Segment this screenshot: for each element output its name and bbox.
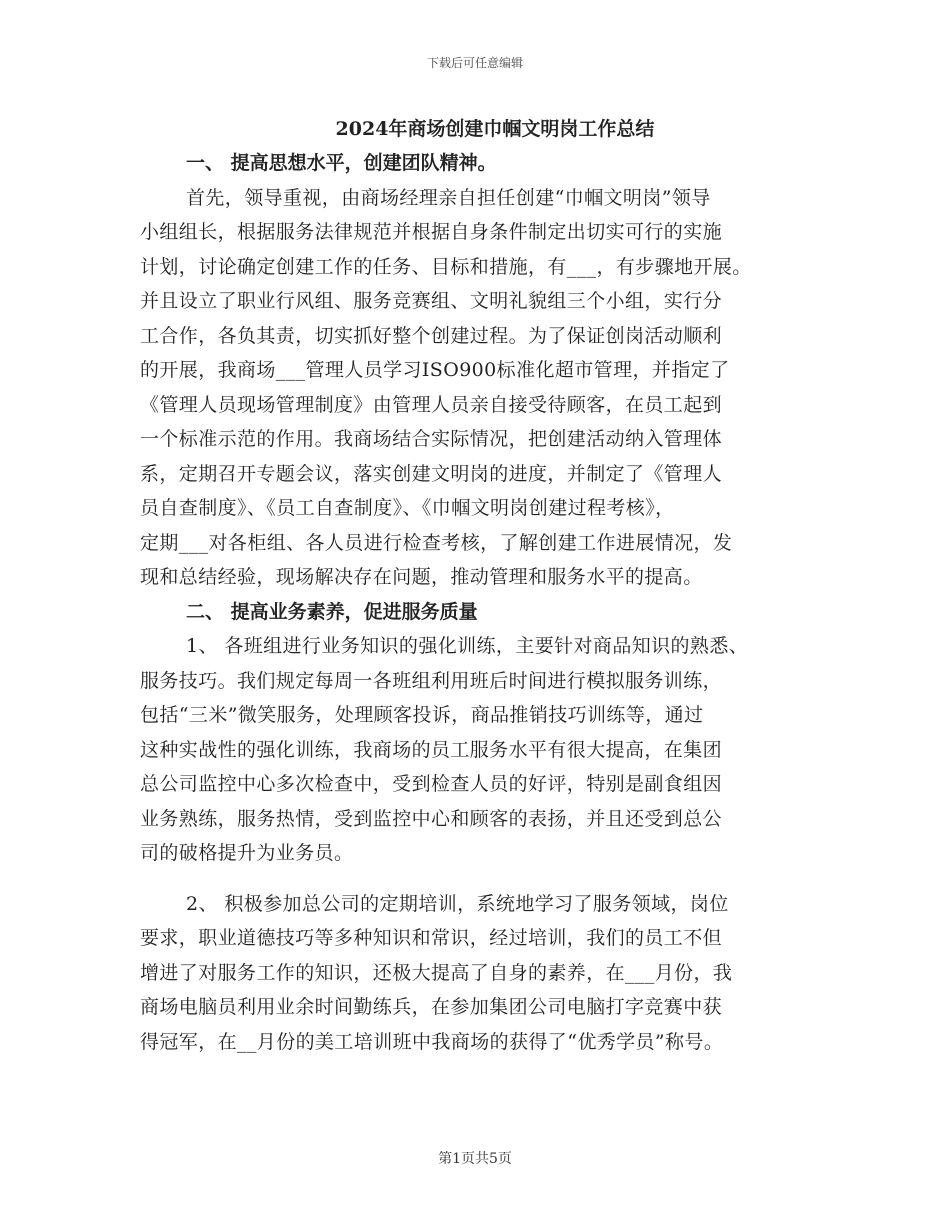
paragraph-line: 计划，讨论确定创建工作的任务、目标和措施，有___，有步骤地开展。: [140, 255, 752, 278]
paragraph-line: 现和总结经验，现场解决存在问题，推动管理和服务水平的提高。: [140, 566, 703, 588]
paragraph-line: 包括“三米”微笑服务，处理顾客投诉，商品推销技巧训练等，通过: [140, 704, 704, 726]
document-body: [140, 112, 820, 1059]
paragraph-line: 系，定期召开专题会议，落实创建文明岗的进度，并制定了《管理人: [140, 462, 723, 485]
paragraph-line: 商场电脑员利用业余时间勤练兵，在参加集团公司电脑打字竞赛中获: [140, 996, 723, 1018]
paragraph-line: 并且设立了职业行风组、服务竞赛组、文明礼貌组三个小组，实行分: [140, 290, 723, 312]
paragraph-line: 要求，职业道德技巧等多种知识和常识，经过培训，我们的员工不但: [140, 927, 723, 949]
paragraph-line: 首先，领导重视，由商场经理亲自担任创建“巾帼文明岗”领导: [186, 186, 711, 209]
paragraph-gap: [140, 871, 820, 887]
page-header: 下载后可任意编辑: [426, 56, 523, 70]
paragraph-line: 得冠军，在__月份的美工培训班中我商场的获得了“优秀学员”称号。: [140, 1030, 724, 1053]
paragraph-line: 业务熟练，服务热情，受到监控中心和顾客的表扬，并且还受到总公: [140, 807, 723, 830]
paragraph-line: 定期___对各柜组、各人员进行检查考核，了解创建工作进展情况，发: [140, 531, 733, 554]
paragraph: [140, 181, 820, 595]
paragraph: [140, 887, 820, 1060]
section-heading: 一、 提高思想水平，创建团队精神。: [186, 152, 497, 174]
paragraph-line: 服务技巧。我们规定每周一各班组利用班后时间进行模拟服务训练，: [140, 669, 723, 692]
paragraph-line: 总公司监控中心多次检查中，受到检查人员的好评，特别是副食组因: [140, 773, 723, 795]
paragraph-line: 工合作，各负其责，切实抓好整个创建过程。为了保证创岗活动顺利: [140, 324, 723, 347]
paragraph-line: 小组组长，根据服务法律规范并根据自身条件制定出切实可行的实施: [140, 221, 723, 243]
paragraph-line: 的开展，我商场___管理人员学习ISO900标准化超市管理，并指定了: [140, 359, 730, 381]
paragraph-line: 这种实战性的强化训练，我商场的员工服务水平有很大提高，在集团: [140, 738, 723, 761]
page-number: 第1页共5页: [438, 1151, 512, 1167]
section-2: [140, 595, 820, 1060]
paragraph-line: 增进了对服务工作的知识，还极大提高了自身的素养，在___月份，我: [140, 961, 733, 984]
paragraph-line: 司的破格提升为业务员。: [140, 842, 354, 864]
paragraph: [140, 629, 820, 871]
paragraph-line: 员自查制度》、《员工自查制度》、《巾帼文明岗创建过程考核》，: [140, 497, 675, 519]
section-heading: 二、 提高业务素养，促进服务质量: [186, 600, 478, 623]
paragraph-line: 1、 各班组进行业务知识的强化训练，主要针对商品知识的熟悉、: [186, 635, 749, 657]
paragraph-line: 《管理人员现场管理制度》由管理人员亲自接受待顾客，在员工起到: [140, 393, 723, 416]
section-1: [140, 146, 820, 595]
document-title: 2024年商场创建巾帼文明岗工作总结: [335, 118, 655, 140]
paragraph-line: 2、 积极参加总公司的定期培训，系统地学习了服务领域，岗位: [186, 892, 729, 915]
paragraph-line: 一个标准示范的作用。我商场结合实际情况，把创建活动纳入管理体: [140, 428, 723, 450]
